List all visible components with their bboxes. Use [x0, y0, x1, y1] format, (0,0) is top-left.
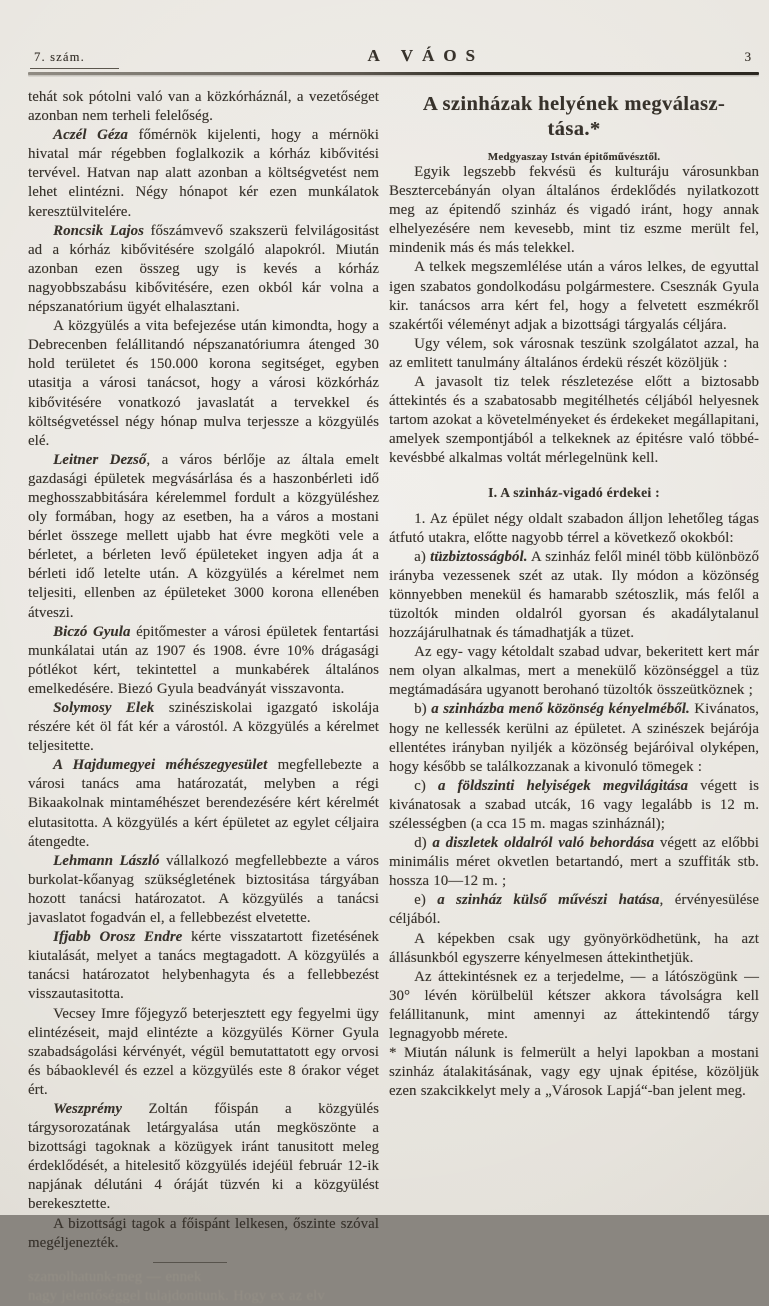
paragraph: c) a földszinti helyiségek megvilágitása végett is kivánatosak a szabad utcák, 16 vagy legalább is 12 m. szélességben (a cca 15 m. magas szinháznál); [389, 777, 759, 832]
paragraph: e) a szinház külső művészi hatása, érvényesülése céljából. [389, 892, 759, 928]
paragraph: Leitner Dezső, a város bérlője az általa emelt gazdasági épületek megvásárlása és a haszonbérleti idő meghosszabbitására kérelemmel fordult a közgyüléshez oly formában, hogy az esetben, ha a város a mostani bérlet összege mellett ujabb hat évre megköti vele a bérletet, a bérleten levő épületeket ingyen adja át a bérleti idő letelte után. A közgyülés a kérelmet nem teljesiti, ellenben az épületeket 3000 korona ellenében átveszi. [28, 451, 380, 621]
paragraph: A javasolt tiz telek részletezése előtt a biztosabb áttekintés és a szabatosabb megitélhetés céljából helyesnek tartom azokat a követelményeket és érdekeket megállapitani, amelyek szempontjából a telkeknek az épitésre való többé-kevésbbé alkalmas voltát mérlegelnünk kell. [389, 374, 759, 467]
paragraph: Az áttekintésnek ez a terjedelme, — a látószögünk — 30° lévén körülbelül kétszer akkora távolságra kell felállitanunk, mint amennyi az áttekintendő tárgy legnagyobb mérete. [389, 968, 759, 1043]
bleed-through-text: nagy jelentőséggel tulajdonitunk. Hogy ex az elv [28, 1288, 325, 1305]
paragraph: A Hajdumegyei méhészegyesület megfellebezte a városi tanács ama határozatát, melyben a régi Bikaakolnak mintaméhészet berendezésére kért kérelmét elutasitotta. A közgyülés a kért épületet az egylet céljaira átengedte. [28, 757, 379, 850]
section-heading: I. A szinház-vigadó érdekei : [488, 484, 660, 500]
paragraph: A bizottsági tagok a főispánt lelkesen, őszinte szóval megéljenezték. [28, 1215, 379, 1251]
paragraph: Egyik legszebb fekvésü és kulturáju városunkban Besztercebányán olyan általános érdeklődés nyilatkozott meg az épitendő szinház és vigadó iránt, hogy annak elhelyezésére nem kevesebb, mint tiz eszme merült fel, mindenik más és más telekkel. [389, 164, 759, 257]
paragraph: tehát sok pótolni való van a közkórháznál, a vezetőséget azonban nem terheli felelőség. [28, 89, 379, 125]
paragraph: Aczél Géza főmérnök kijelenti, hogy a mérnöki hivatal már régebben foglalkozik a kórház kibővitési tervével. Hatvan nap alatt azonban a költségvetést nem lehet elintézni. Négy hónapot kér ezen munkálatok keresztülvitelére. [28, 127, 379, 220]
article-title-line2: tása.* [547, 118, 601, 140]
article-byline: Medgyaszay István épitőművésztől. [487, 151, 661, 163]
article-title [389, 92, 759, 142]
article-title-line1: A szinházak helyének megválasz- [422, 93, 726, 115]
paragraph: Vecsey Imre főjegyző beterjesztett egy fegyelmi ügy elintézéseit, majd elintézte a közgyülés Körner Gyula szabadságolási kérvényét, végül bemutattatott egy orvosi és bábaoklevél és ezzel a közgyülés este 8 órakor véget ért. [28, 1005, 379, 1098]
paragraph: Ugy vélem, sok városnak teszünk szolgálatot azzal, ha az emlitett tanulmány általános érdekü részét közöljük : [389, 335, 759, 371]
divider-rule [153, 1262, 227, 1264]
paragraph: Ifjabb Orosz Endre kérte visszatartott fizetésének kiutalását, melyet a tanács megtagadott. A közgyülés a tanácsi határozatot helybenhagyta és a fellebbezést visszautasitotta. [28, 929, 379, 1003]
page-header [0, 0, 769, 69]
left-column [28, 88, 379, 1306]
paragraph: 1. Az épület négy oldalt szabadon álljon lehetőleg tágas átfutó utakra, előtte nagyobb térrel a következő okokból: [389, 510, 759, 546]
paragraph: A képekben csak ugy gyönyörködhetünk, ha azt állásunkból egyszerre kényelmesen áttekinthetjük. [389, 930, 759, 966]
footnote: * Miután nálunk is felmerült a helyi lapokban a mostani szinház átalakitásának, vagy egy ujnak épitése, közöljük ezen szakcikkelyt mely a „Városok Lapjá“-ban jelent meg. [389, 1045, 759, 1100]
paragraph: A telkek megszemlélése után a város lelkes, de egyuttal igen szabatos gondolkodásu polgármestere. Csesznák Gyula kir. tanácsos arra kért fel, hogy a felvetett eszmékről szakértői véleményt adjak a bizottsági tárgyalás céljára. [389, 259, 759, 333]
paragraph: b) a szinházba menő közönség kényelméből. Kivánatos, hogy ne kellessék kerülni az épületet. A szinészek bejárója ellentétes irányban nyiljék a közönség bejáróival olyképen, hogy később se találkozzanak a kivonuló tömegek : [389, 701, 759, 775]
paragraph: a) tüzbiztosságból. A szinház felől minél több különböző irányba vezessenek szét az utak. Ily módon a közönség könnyebben menekül és hamarabb szétoszlik, más felől a tüzoltók minden oldalról gyorsan és akadálytalanul hozzájárulhatnak és támadhatják a tüzet. [389, 548, 759, 642]
paragraph: Roncsik Lajos főszámvevő szakszerü felvilágositást ad a kórház kibővitésére szolgáló alapokról. Miután azonban ezen összeg ugy is kevés a kórház nagyobbszabásu kibővitésére, ezen okból kár volna a népszanatórium ügyét elhalasztani. [28, 222, 380, 316]
right-column [389, 88, 759, 1306]
paragraph: d) a diszletek oldalról való behordása végett az előbbi minimális méret okvetlen betartandó, mert a szuffiták stb. hossza 10—12 m. ; [389, 835, 759, 890]
bleed-through-text: szamolhatunk-meg — ennek [28, 1269, 202, 1286]
masthead-title: A VÁOS [367, 46, 484, 65]
paragraph: Weszprémy Zoltán főispán a közgyülés tárgysorozatának letárgyalása után megköszönte a bizottsági tagoknak a közügyek iránt tanusitott meleg érdeklődését, a hitelesitő közgyülés idejéül február 12-ik napjának délutáni 4 óráját tüzvén ki a közgyülést berekesztette. [28, 1100, 379, 1213]
paragraph: Az egy- vagy kétoldalt szabad udvar, bekeritett kert már nem olyan alkalmas, mert a menekülő közönséggel a tüz megtámadására ugyanott berohanó tüzoltók összeütköznek ; [389, 644, 759, 699]
issue-number: 7. szám. [30, 50, 119, 69]
paragraph: A közgyülés a vita befejezése után kimondta, hogy a Debrecenben felállitandó népszanatóriumra átenged 30 hold területet és 150.000 korona segitséget, egyben utasitja a városi tanácsot, hogy a városi közkórház kibővitésére vonatkozó javaslatát a tervekkel és költségvetéssel négy hónap mulva terjessze a közgyülés elé. [28, 318, 379, 449]
page-number: 3 [744, 49, 751, 64]
paragraph: Lehmann László vállalkozó megfellebbezte a város burkolat-kőanyag szükségletének biztositása tárgyában hozott tanácsi határozatot. A közgyülés a tanácsi javaslatot fogadván el, a fellebbezést elvetette. [28, 852, 379, 927]
paragraph: Biczó Gyula épitőmester a városi épületek fentartási munkálatai után az 1907 és 1908. évre 10% drágasági pótlékot kért, tekintettel a munkabérek általános emelkedésére. Biezó Gyula beadványát visszavonta. [28, 623, 379, 697]
paragraph: Solymosy Elek szinésziskolai igazgató iskolája részére két öl fát kér a várostól. A közgyülés a kérelmet teljesitette. [28, 700, 379, 755]
columns [0, 75, 769, 1306]
